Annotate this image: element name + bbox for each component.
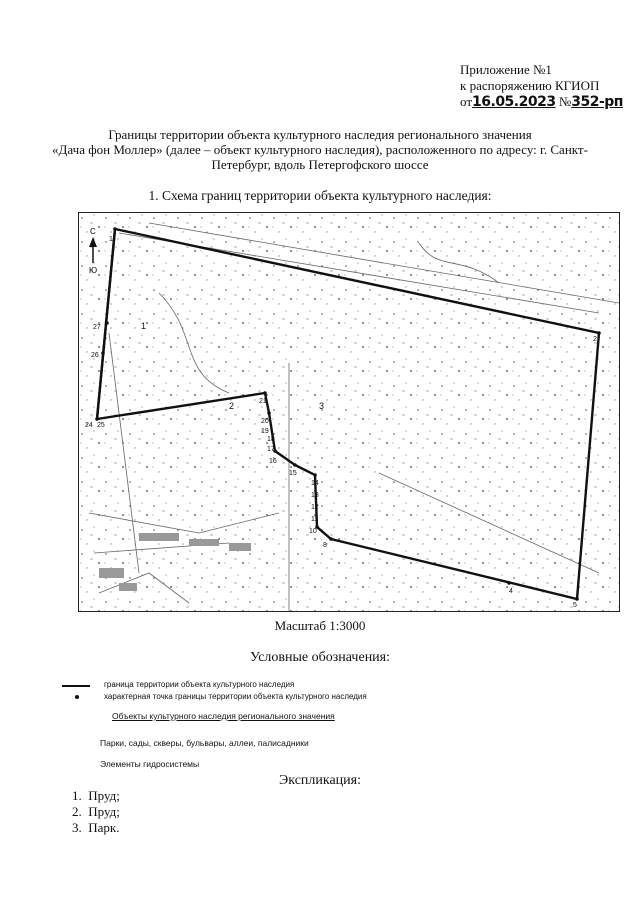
- point-label-11: 11: [311, 516, 319, 523]
- boundary-map: [78, 212, 620, 612]
- appendix-line-1: Приложение №1: [460, 62, 552, 77]
- point-label-8: 8: [323, 542, 327, 549]
- point-label-17: 17: [267, 446, 275, 453]
- area-label-3: 3: [319, 401, 325, 411]
- appendix-line-2: к распоряжению КГИОП: [460, 78, 600, 93]
- point-label-10: 10: [309, 528, 317, 535]
- explication-item: 2. Пруд;: [72, 804, 120, 819]
- appendix-date-prefix: от: [460, 94, 473, 109]
- legend-objects-label: Объекты культурного наследия регионального значения: [112, 711, 335, 721]
- section-heading: 1. Схема границ территории объекта культурного наследия:: [148, 188, 492, 203]
- point-label-26: 26: [91, 352, 99, 359]
- point-label-14: 14: [311, 480, 319, 487]
- legend-parks-label: Парки, сады, скверы, бульвары, аллеи, палисадники: [100, 738, 309, 748]
- title-line-2: «Дача фон Моллер» (далее – объект культурного наследия), расположенного по адресу: г. Санкт-: [52, 142, 588, 157]
- point-label-25: 25: [97, 422, 105, 429]
- explication-item: 1. Пруд;: [72, 788, 120, 803]
- point-label-27: 27: [93, 324, 101, 331]
- map-scale: Масштаб 1:3000: [274, 618, 366, 633]
- area-label-2: 2: [229, 401, 235, 411]
- appendix-number-prefix: №: [558, 94, 572, 109]
- point-label-4: 4: [509, 588, 513, 595]
- title-line-1: Границы территории объекта культурного наследия регионального значения: [108, 127, 532, 142]
- compass-north: С: [90, 227, 96, 236]
- point-label-13: 13: [311, 492, 319, 499]
- point-label-5: 5: [573, 602, 577, 609]
- point-label-21: 21: [259, 398, 267, 405]
- point-label-15: 15: [289, 470, 297, 477]
- point-label-20: 20: [261, 418, 269, 425]
- point-label-18: 18: [267, 436, 275, 443]
- legend-water-label: Элементы гидросистемы: [100, 759, 200, 769]
- appendix-date: 16.05.2023: [472, 94, 556, 110]
- legend-point-label: характерная точка границы территории объекта культурного наследия: [104, 692, 367, 701]
- legend-heading: Условные обозначения:: [249, 650, 391, 665]
- title-line-3: Петербург, вдоль Петергофского шоссе: [211, 157, 429, 172]
- appendix-line-3: [460, 94, 623, 110]
- explication-heading: Экспликация:: [279, 773, 361, 788]
- legend-row-point: [62, 692, 422, 704]
- compass-south: Ю: [89, 266, 98, 275]
- explication-item: 3. Парк.: [72, 820, 120, 835]
- legend-boundary-label: граница территории объекта культурного наследия: [104, 680, 295, 689]
- legend-point-symbol: [75, 695, 79, 699]
- boundary-map-svg: [79, 213, 619, 611]
- area-label-1: 1: [141, 321, 147, 331]
- point-label-12: 12: [311, 504, 319, 511]
- point-label-24: 24: [85, 422, 93, 429]
- appendix-number: 352-рп: [571, 94, 623, 110]
- point-label-1: 1: [109, 236, 113, 243]
- legend-row-boundary: [62, 680, 422, 692]
- point-label-16: 16: [269, 458, 277, 465]
- legend-boundary-line-symbol: [62, 685, 90, 687]
- map-background: [79, 213, 619, 611]
- point-label-19: 19: [261, 428, 269, 435]
- document-title: [40, 127, 600, 172]
- explication-list: [72, 788, 120, 836]
- point-label-2: 2: [593, 336, 597, 343]
- appendix-header: [460, 62, 623, 110]
